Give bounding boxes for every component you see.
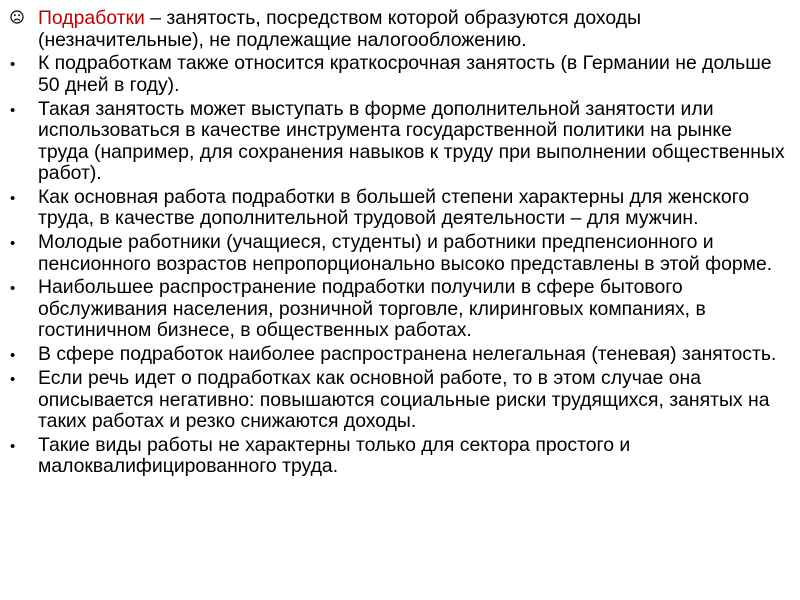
- bullet-item-2: [0, 53, 800, 96]
- bullet-dot-icon: •: [10, 189, 16, 207]
- bullet-item-9: [0, 435, 800, 478]
- bullet-text-8: Если речь идет о подработках как основной работе, то в этом случае она описывается негативно: повышаются социальные риски трудящихся, занятых на таких работах и резко снижаются доходы.: [38, 367, 770, 433]
- bullet-text-1: – занятость, посредством которой образуются доходы (незначительные), не подлежащие налогообложению.: [38, 7, 642, 51]
- bullet-text-5: Молодые работники (учащиеся, студенты) и работники предпенсионного и пенсионного возрастов непропорционально высоко представлены в этой форме.: [38, 231, 773, 275]
- bullet-item-3: [0, 99, 800, 185]
- bullet-item-8: [0, 368, 800, 433]
- bullet-dot-icon: •: [10, 280, 16, 298]
- bullet-text-9: Такие виды работы не характерны только для сектора простого и малоквалифицированного труда.: [38, 433, 631, 478]
- bullet-item-7: [0, 344, 800, 366]
- bullet-text-6: Наибольшее распространение подработки получили в сфере бытового обслуживания населения, розничной торговле, клиринговых компаниях, в гостиничном бизнесе, в общественных работах.: [38, 276, 706, 342]
- bullet-text-4: Как основная работа подработки в большей степени характерны для женского труда, в качестве дополнительной трудовой деятельности – для мужчин.: [38, 185, 750, 230]
- bullet-list: [0, 8, 800, 480]
- bullet-item-5: [0, 232, 800, 275]
- bullet-dot-icon: •: [10, 235, 16, 253]
- bullet-item-6: [0, 277, 800, 342]
- bullet-dot-icon: •: [10, 56, 16, 74]
- term-highlight: Подработки: [38, 7, 145, 29]
- bullet-text-2: К подработкам также относится краткосрочная занятость (в Германии не дольше 50 дней в году).: [38, 52, 772, 96]
- bullet-dot-icon: •: [10, 101, 16, 119]
- bullet-item-1: [0, 8, 800, 51]
- bullet-dot-icon: •: [10, 371, 16, 389]
- bullet-text-3: Такая занятость может выступать в форме дополнительной занятости или использоваться в качестве инструмента государственной политики на рынке труда (например, для сохранения навыков к труду при выполнении общественных работ).: [38, 97, 785, 185]
- frown-face-icon: [10, 10, 24, 24]
- bullet-dot-icon: •: [10, 437, 16, 455]
- bullet-item-4: [0, 187, 800, 230]
- bullet-dot-icon: •: [10, 347, 16, 365]
- bullet-text-7: В сфере подработок наиболее распространена нелегальная (теневая) занятость.: [38, 343, 777, 366]
